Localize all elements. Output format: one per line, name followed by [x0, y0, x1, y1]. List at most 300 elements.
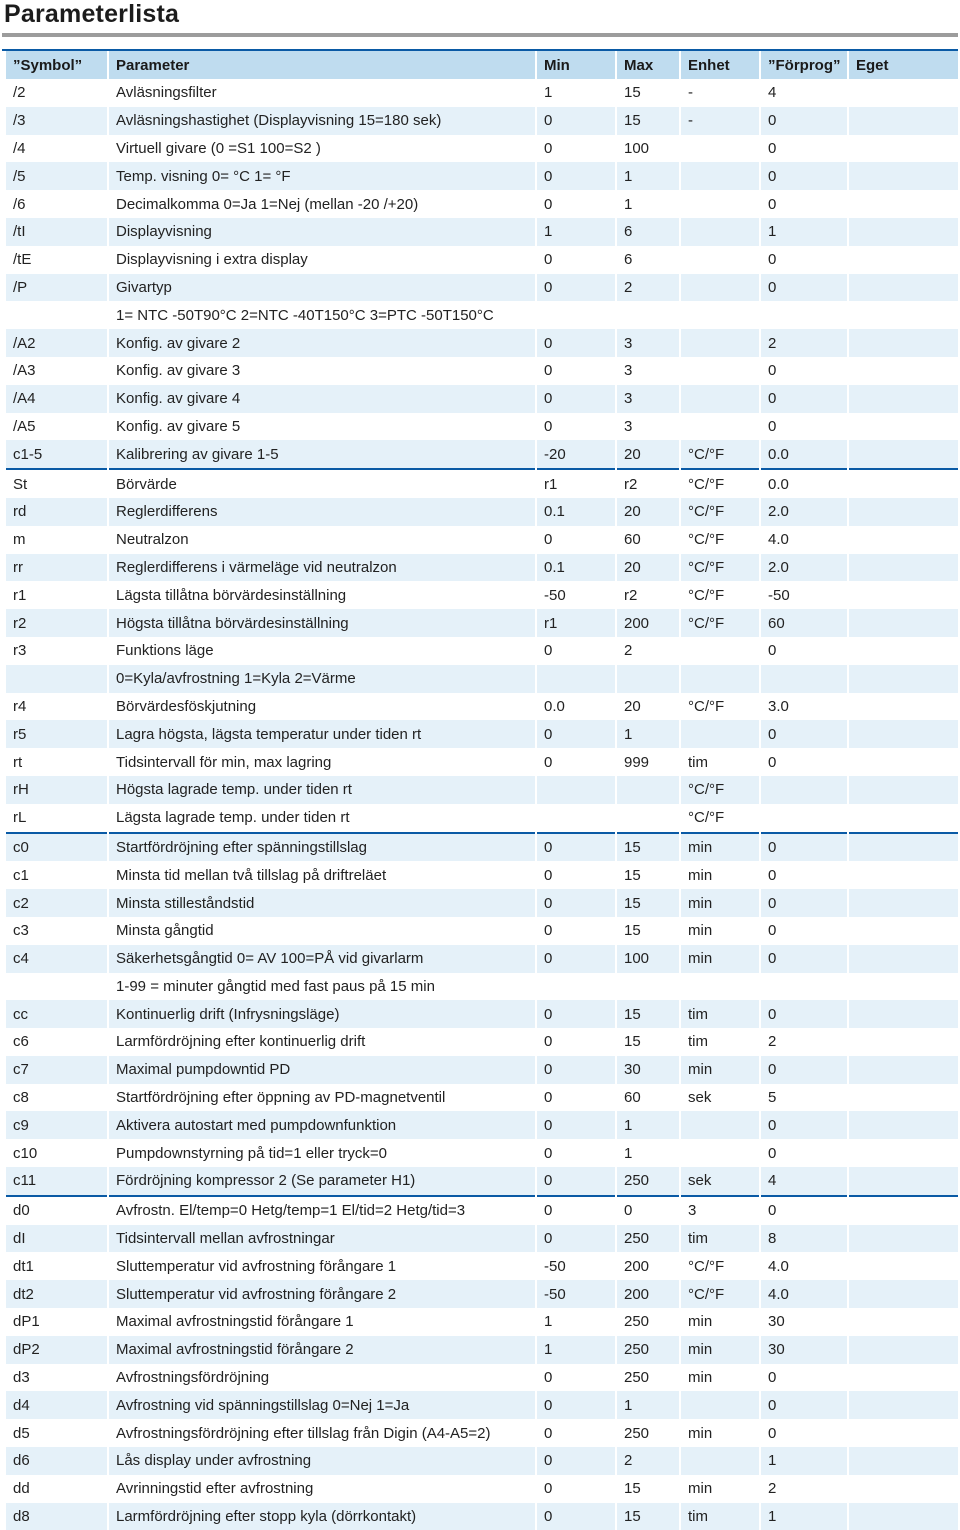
- cell-unit: [680, 218, 760, 246]
- cell-unit: [680, 357, 760, 385]
- cell-unit: [680, 720, 760, 748]
- cell-own: [848, 135, 958, 163]
- cell-unit: °C/°F: [680, 609, 760, 637]
- cell-parameter: Displayvisning: [108, 218, 536, 246]
- cell-max: 250: [616, 1167, 680, 1196]
- cell-symbol: /6: [6, 190, 108, 218]
- table-row: [6, 1391, 958, 1419]
- cell-min: 0: [536, 748, 616, 776]
- cell-own: [848, 162, 958, 190]
- table-row: [6, 693, 958, 721]
- cell-min: 0: [536, 889, 616, 917]
- cell-default: 0: [760, 274, 848, 302]
- cell-max: 250: [616, 1364, 680, 1392]
- cell-parameter: Startfördröjning efter öppning av PD-magnetventil: [108, 1084, 536, 1112]
- cell-own: [848, 945, 958, 973]
- cell-own: [848, 1280, 958, 1308]
- cell-max: 15: [616, 1000, 680, 1028]
- cell-min: 0: [536, 190, 616, 218]
- cell-min: 1: [536, 218, 616, 246]
- cell-unit: min: [680, 1056, 760, 1084]
- cell-default: [760, 973, 848, 1001]
- cell-max: 2: [616, 1447, 680, 1475]
- cell-min: 0: [536, 162, 616, 190]
- cell-parameter: Kontinuerlig drift (Infrysningsläge): [108, 1000, 536, 1028]
- table-row: [6, 889, 958, 917]
- cell-own: [848, 218, 958, 246]
- cell-unit: [680, 1139, 760, 1167]
- table-row: [6, 274, 958, 302]
- cell-unit: [680, 385, 760, 413]
- cell-max: [616, 665, 680, 693]
- cell-default: 0.0: [760, 440, 848, 469]
- table-row: [6, 861, 958, 889]
- cell-max: 20: [616, 693, 680, 721]
- cell-parameter: Larmfördröjning efter kontinuerlig drift: [108, 1028, 536, 1056]
- cell-symbol: cc: [6, 1000, 108, 1028]
- cell-default: [760, 804, 848, 833]
- cell-default: 1: [760, 1503, 848, 1530]
- cell-default: 0: [760, 1391, 848, 1419]
- cell-default: 0: [760, 1364, 848, 1392]
- cell-max: 15: [616, 1475, 680, 1503]
- cell-unit: tim: [680, 1000, 760, 1028]
- cell-parameter: Börvärdesföskjutning: [108, 693, 536, 721]
- cell-own: [848, 469, 958, 498]
- cell-min: 0: [536, 1225, 616, 1253]
- cell-parameter: Avfrostningsfördröjning efter tillslag från Digin (A4-A5=2): [108, 1419, 536, 1447]
- cell-max: 60: [616, 526, 680, 554]
- cell-symbol: c4: [6, 945, 108, 973]
- cell-unit: °C/°F: [680, 693, 760, 721]
- cell-max: 15: [616, 861, 680, 889]
- cell-symbol: c2: [6, 889, 108, 917]
- cell-max: 200: [616, 609, 680, 637]
- cell-symbol: r2: [6, 609, 108, 637]
- cell-default: 1: [760, 1447, 848, 1475]
- cell-max: 20: [616, 498, 680, 526]
- table-row: [6, 1196, 958, 1225]
- cell-symbol: d0: [6, 1196, 108, 1225]
- table-row: [6, 218, 958, 246]
- table-row: [6, 748, 958, 776]
- cell-max: 6: [616, 218, 680, 246]
- cell-parameter: 1= NTC -50T90°C 2=NTC -40T150°C 3=PTC -50T150°C: [108, 301, 536, 329]
- cell-symbol: r3: [6, 637, 108, 665]
- cell-unit: min: [680, 833, 760, 862]
- cell-min: 0.0: [536, 693, 616, 721]
- cell-min: r1: [536, 609, 616, 637]
- cell-symbol: [6, 973, 108, 1001]
- cell-min: [536, 804, 616, 833]
- cell-default: 8: [760, 1225, 848, 1253]
- column-header-own: Eget: [848, 51, 958, 79]
- cell-parameter: Kalibrering av givare 1-5: [108, 440, 536, 469]
- cell-parameter: Fördröjning kompressor 2 (Se parameter H1): [108, 1167, 536, 1196]
- table-row: [6, 1084, 958, 1112]
- cell-parameter: 0=Kyla/avfrostning 1=Kyla 2=Värme: [108, 665, 536, 693]
- table-row: [6, 413, 958, 441]
- cell-parameter: Avfrostningsfördröjning: [108, 1364, 536, 1392]
- cell-parameter: Maximal avfrostningstid förångare 2: [108, 1336, 536, 1364]
- table-row: [6, 804, 958, 833]
- cell-unit: [680, 301, 760, 329]
- cell-default: 1: [760, 218, 848, 246]
- cell-own: [848, 413, 958, 441]
- cell-default: -50: [760, 581, 848, 609]
- cell-symbol: /A4: [6, 385, 108, 413]
- cell-own: [848, 776, 958, 804]
- cell-default: 2: [760, 1475, 848, 1503]
- cell-min: r1: [536, 469, 616, 498]
- cell-parameter: Lagra högsta, lägsta temperatur under tiden rt: [108, 720, 536, 748]
- cell-own: [848, 190, 958, 218]
- column-header-min: Min: [536, 51, 616, 79]
- cell-min: 0: [536, 1056, 616, 1084]
- cell-max: 15: [616, 833, 680, 862]
- cell-symbol: r5: [6, 720, 108, 748]
- table-row: [6, 1364, 958, 1392]
- cell-parameter: Temp. visning 0= °C 1= °F: [108, 162, 536, 190]
- cell-max: 2: [616, 637, 680, 665]
- cell-max: 100: [616, 945, 680, 973]
- cell-parameter: Sluttemperatur vid avfrostning förångare 1: [108, 1252, 536, 1280]
- cell-max: 15: [616, 79, 680, 107]
- cell-symbol: dP2: [6, 1336, 108, 1364]
- cell-max: r2: [616, 581, 680, 609]
- cell-max: [616, 804, 680, 833]
- cell-default: 0: [760, 1196, 848, 1225]
- cell-unit: min: [680, 1364, 760, 1392]
- cell-own: [848, 440, 958, 469]
- cell-own: [848, 526, 958, 554]
- cell-unit: °C/°F: [680, 581, 760, 609]
- cell-max: 3: [616, 413, 680, 441]
- cell-unit: [680, 973, 760, 1001]
- cell-unit: min: [680, 861, 760, 889]
- cell-default: 0: [760, 889, 848, 917]
- table-row: [6, 246, 958, 274]
- table-row: [6, 1000, 958, 1028]
- table-row: [6, 301, 958, 329]
- cell-parameter: Neutralzon: [108, 526, 536, 554]
- cell-max: 1: [616, 1139, 680, 1167]
- cell-max: [616, 973, 680, 1001]
- cell-symbol: /tE: [6, 246, 108, 274]
- cell-symbol: /A5: [6, 413, 108, 441]
- cell-symbol: r4: [6, 693, 108, 721]
- cell-default: 2: [760, 329, 848, 357]
- cell-min: 0: [536, 945, 616, 973]
- table-row: [6, 665, 958, 693]
- cell-parameter: Minsta gångtid: [108, 917, 536, 945]
- cell-symbol: rd: [6, 498, 108, 526]
- table-row: [6, 1447, 958, 1475]
- cell-own: [848, 581, 958, 609]
- cell-unit: min: [680, 917, 760, 945]
- cell-max: 3: [616, 329, 680, 357]
- cell-own: [848, 693, 958, 721]
- table-row: [6, 833, 958, 862]
- cell-unit: [680, 190, 760, 218]
- cell-unit: [680, 162, 760, 190]
- cell-max: 250: [616, 1419, 680, 1447]
- cell-symbol: r1: [6, 581, 108, 609]
- cell-symbol: /5: [6, 162, 108, 190]
- cell-own: [848, 748, 958, 776]
- cell-default: [760, 301, 848, 329]
- cell-default: 0: [760, 1111, 848, 1139]
- parameter-table: [6, 51, 958, 1530]
- cell-symbol: /tI: [6, 218, 108, 246]
- cell-min: 0: [536, 1111, 616, 1139]
- cell-default: 2.0: [760, 498, 848, 526]
- table-row: [6, 917, 958, 945]
- cell-parameter: Konfig. av givare 4: [108, 385, 536, 413]
- cell-symbol: /A3: [6, 357, 108, 385]
- cell-parameter: Högsta lagrade temp. under tiden rt: [108, 776, 536, 804]
- cell-unit: [680, 1111, 760, 1139]
- cell-default: 0: [760, 637, 848, 665]
- cell-default: 0: [760, 1139, 848, 1167]
- cell-default: 0: [760, 748, 848, 776]
- cell-min: 0: [536, 107, 616, 135]
- cell-symbol: rt: [6, 748, 108, 776]
- cell-symbol: dt2: [6, 1280, 108, 1308]
- cell-parameter: Konfig. av givare 5: [108, 413, 536, 441]
- column-header-max: Max: [616, 51, 680, 79]
- cell-max: [616, 776, 680, 804]
- cell-parameter: Pumpdownstyrning på tid=1 eller tryck=0: [108, 1139, 536, 1167]
- cell-own: [848, 1000, 958, 1028]
- cell-unit: °C/°F: [680, 440, 760, 469]
- cell-own: [848, 1475, 958, 1503]
- cell-min: [536, 665, 616, 693]
- cell-symbol: dP1: [6, 1308, 108, 1336]
- cell-max: 0: [616, 1196, 680, 1225]
- cell-min: 0: [536, 274, 616, 302]
- cell-parameter: Maximal avfrostningstid förångare 1: [108, 1308, 536, 1336]
- cell-parameter: Displayvisning i extra display: [108, 246, 536, 274]
- table-row: [6, 1139, 958, 1167]
- cell-max: 100: [616, 135, 680, 163]
- table-row: [6, 720, 958, 748]
- cell-parameter: Minsta tid mellan två tillslag på driftreläet: [108, 861, 536, 889]
- cell-min: 0: [536, 833, 616, 862]
- cell-default: 30: [760, 1308, 848, 1336]
- table-row: [6, 1028, 958, 1056]
- cell-default: 60: [760, 609, 848, 637]
- column-header-default: ”Förprog”: [760, 51, 848, 79]
- table-row: [6, 776, 958, 804]
- cell-default: 0.0: [760, 469, 848, 498]
- cell-symbol: c11: [6, 1167, 108, 1196]
- table-row: [6, 1252, 958, 1280]
- cell-default: 4: [760, 79, 848, 107]
- cell-max: 15: [616, 1028, 680, 1056]
- cell-symbol: m: [6, 526, 108, 554]
- cell-own: [848, 107, 958, 135]
- cell-min: 0: [536, 637, 616, 665]
- cell-max: 250: [616, 1308, 680, 1336]
- cell-symbol: c1-5: [6, 440, 108, 469]
- cell-max: 15: [616, 1503, 680, 1530]
- cell-default: 0: [760, 385, 848, 413]
- table-row: [6, 1503, 958, 1530]
- cell-default: 4.0: [760, 1252, 848, 1280]
- cell-max: 6: [616, 246, 680, 274]
- cell-own: [848, 1503, 958, 1530]
- cell-unit: [680, 413, 760, 441]
- table-row: [6, 945, 958, 973]
- cell-symbol: c0: [6, 833, 108, 862]
- cell-min: 0: [536, 329, 616, 357]
- cell-max: 250: [616, 1225, 680, 1253]
- cell-own: [848, 917, 958, 945]
- table-row: [6, 581, 958, 609]
- cell-parameter: Maximal pumpdowntid PD: [108, 1056, 536, 1084]
- cell-max: 1: [616, 720, 680, 748]
- cell-default: 0: [760, 246, 848, 274]
- cell-unit: tim: [680, 1225, 760, 1253]
- table-header-row: [6, 51, 958, 79]
- table-row: [6, 637, 958, 665]
- cell-max: 3: [616, 357, 680, 385]
- table-row: [6, 1308, 958, 1336]
- cell-symbol: St: [6, 469, 108, 498]
- cell-min: -50: [536, 1252, 616, 1280]
- cell-max: r2: [616, 469, 680, 498]
- cell-own: [848, 79, 958, 107]
- cell-min: -50: [536, 581, 616, 609]
- cell-unit: min: [680, 1336, 760, 1364]
- cell-parameter: Säkerhetsgångtid 0= AV 100=PÅ vid givarlarm: [108, 945, 536, 973]
- cell-max: 3: [616, 385, 680, 413]
- cell-parameter: Decimalkomma 0=Ja 1=Nej (mellan -20 /+20): [108, 190, 536, 218]
- cell-max: 1: [616, 1111, 680, 1139]
- cell-own: [848, 1308, 958, 1336]
- cell-default: 0: [760, 357, 848, 385]
- table-row: [6, 1056, 958, 1084]
- cell-default: 0: [760, 1419, 848, 1447]
- column-header-symbol: ”Symbol”: [6, 51, 108, 79]
- cell-parameter: Avfrostn. El/temp=0 Hetg/temp=1 El/tid=2 Hetg/tid=3: [108, 1196, 536, 1225]
- cell-symbol: /3: [6, 107, 108, 135]
- cell-own: [848, 861, 958, 889]
- cell-parameter: Lägsta lagrade temp. under tiden rt: [108, 804, 536, 833]
- cell-min: -50: [536, 1280, 616, 1308]
- cell-symbol: d5: [6, 1419, 108, 1447]
- cell-unit: [680, 329, 760, 357]
- cell-min: 0: [536, 1447, 616, 1475]
- cell-parameter: Aktivera autostart med pumpdownfunktion: [108, 1111, 536, 1139]
- cell-parameter: Avläsningsfilter: [108, 79, 536, 107]
- cell-default: 0: [760, 190, 848, 218]
- cell-min: 0: [536, 357, 616, 385]
- cell-max: 1: [616, 1391, 680, 1419]
- cell-parameter: Avläsningshastighet (Displayvisning 15=180 sek): [108, 107, 536, 135]
- cell-parameter: Konfig. av givare 2: [108, 329, 536, 357]
- cell-parameter: Minsta stilleståndstid: [108, 889, 536, 917]
- cell-min: 1: [536, 79, 616, 107]
- cell-unit: [680, 135, 760, 163]
- cell-symbol: dd: [6, 1475, 108, 1503]
- cell-unit: min: [680, 889, 760, 917]
- cell-default: 0: [760, 1000, 848, 1028]
- cell-symbol: c3: [6, 917, 108, 945]
- cell-min: 0: [536, 1000, 616, 1028]
- cell-unit: min: [680, 1419, 760, 1447]
- cell-min: 0: [536, 1028, 616, 1056]
- cell-min: 0.1: [536, 498, 616, 526]
- cell-default: [760, 776, 848, 804]
- cell-max: 999: [616, 748, 680, 776]
- cell-default: 0: [760, 833, 848, 862]
- cell-unit: tim: [680, 1028, 760, 1056]
- cell-min: 0: [536, 720, 616, 748]
- cell-unit: °C/°F: [680, 469, 760, 498]
- cell-default: 0: [760, 917, 848, 945]
- cell-symbol: d4: [6, 1391, 108, 1419]
- table-row: [6, 1111, 958, 1139]
- cell-unit: tim: [680, 748, 760, 776]
- cell-symbol: c8: [6, 1084, 108, 1112]
- cell-own: [848, 1336, 958, 1364]
- cell-max: 15: [616, 889, 680, 917]
- cell-unit: °C/°F: [680, 498, 760, 526]
- cell-parameter: Lägsta tillåtna börvärdesinställning: [108, 581, 536, 609]
- cell-own: [848, 246, 958, 274]
- cell-own: [848, 1391, 958, 1419]
- cell-own: [848, 301, 958, 329]
- table-row: [6, 329, 958, 357]
- table-row: [6, 526, 958, 554]
- table-row: [6, 1419, 958, 1447]
- cell-own: [848, 1225, 958, 1253]
- cell-own: [848, 1084, 958, 1112]
- cell-own: [848, 274, 958, 302]
- cell-parameter: Givartyp: [108, 274, 536, 302]
- cell-unit: [680, 637, 760, 665]
- table-body: [6, 79, 958, 1530]
- cell-symbol: /2: [6, 79, 108, 107]
- cell-parameter: 1-99 = minuter gångtid med fast paus på 15 min: [108, 973, 536, 1001]
- cell-own: [848, 1196, 958, 1225]
- page-title: Parameterlista: [4, 0, 180, 28]
- cell-own: [848, 637, 958, 665]
- cell-min: 0: [536, 1419, 616, 1447]
- cell-unit: °C/°F: [680, 526, 760, 554]
- cell-min: 1: [536, 1308, 616, 1336]
- cell-own: [848, 554, 958, 582]
- cell-min: [536, 973, 616, 1001]
- cell-own: [848, 1111, 958, 1139]
- cell-unit: min: [680, 1308, 760, 1336]
- cell-unit: °C/°F: [680, 1280, 760, 1308]
- cell-default: 2: [760, 1028, 848, 1056]
- cell-parameter: Konfig. av givare 3: [108, 357, 536, 385]
- cell-max: 2: [616, 274, 680, 302]
- cell-default: 0: [760, 861, 848, 889]
- cell-default: 5: [760, 1084, 848, 1112]
- cell-unit: °C/°F: [680, 1252, 760, 1280]
- table-row: [6, 1167, 958, 1196]
- cell-min: 0: [536, 1084, 616, 1112]
- cell-min: 0: [536, 1139, 616, 1167]
- cell-default: 0: [760, 1056, 848, 1084]
- cell-min: 0: [536, 1196, 616, 1225]
- cell-min: 0: [536, 861, 616, 889]
